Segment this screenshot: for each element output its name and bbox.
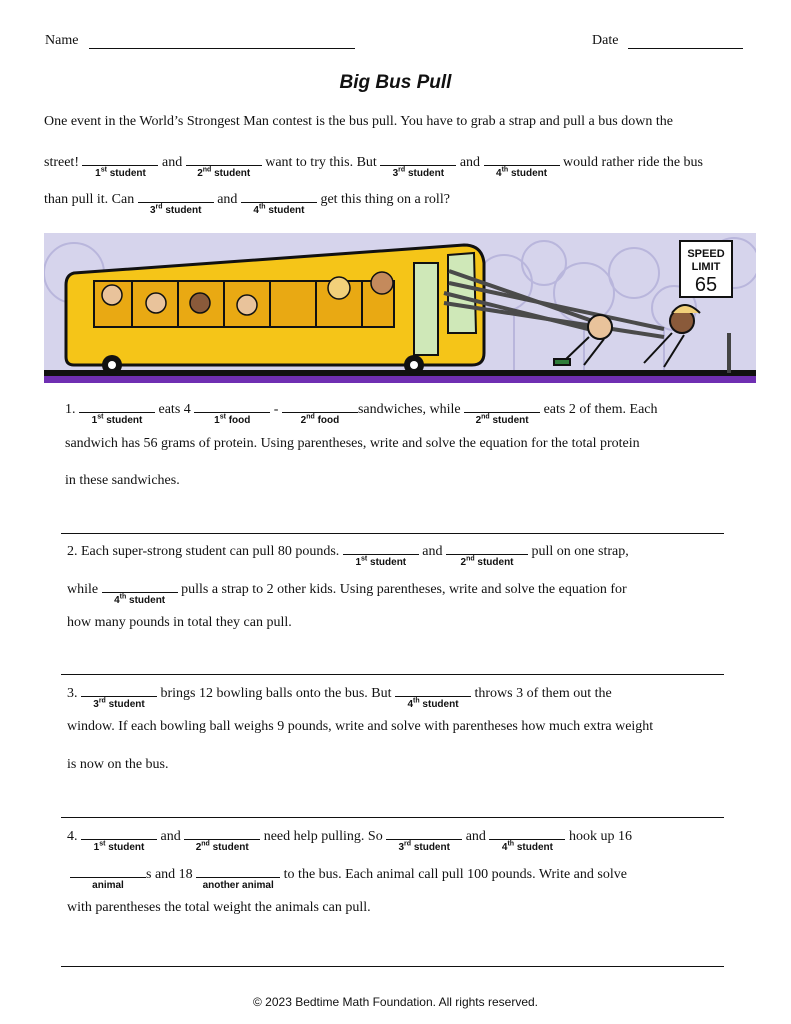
date-field[interactable] <box>628 48 743 49</box>
label-word: student <box>108 699 145 710</box>
q3-line-1 <box>67 682 612 710</box>
label-sup: th <box>413 697 420 705</box>
blank-2nd-student[interactable] <box>184 825 260 853</box>
label-num: 2 <box>460 557 467 568</box>
label-sup: nd <box>201 840 210 848</box>
intro-text: than pull it. Can <box>44 192 135 207</box>
label-num: 3 <box>149 205 156 216</box>
answer-rule <box>61 533 724 534</box>
label-word: student <box>477 557 514 568</box>
label-word: student <box>422 699 459 710</box>
q-text: to the bus. Each animal call pull 100 pounds. Write and solve <box>283 867 627 882</box>
label-num: 4 <box>501 842 508 853</box>
label-sup: rd <box>398 166 406 174</box>
blank-4th-student[interactable] <box>395 682 471 710</box>
label-word: student <box>516 842 553 853</box>
label-sup: st <box>97 413 104 421</box>
q-text: 2. Each super-strong student can pull 80 pounds. <box>67 544 340 559</box>
label-num: 1 <box>355 557 362 568</box>
label-num: 4 <box>253 205 259 216</box>
label-num: 1 <box>214 415 220 426</box>
sign-text-number: 65 <box>694 274 718 296</box>
sign-text-limit: LIMIT <box>691 261 721 273</box>
label-num: 3 <box>398 842 405 853</box>
label-sup: nd <box>481 413 490 421</box>
blank-4th-student[interactable] <box>241 188 317 216</box>
q-text: need help pulling. So <box>263 829 383 844</box>
blank-1st-student[interactable] <box>81 825 157 853</box>
q4-line-3: with parentheses the total weight the animals can pull. <box>67 900 371 915</box>
q-text: s and 18 <box>146 867 193 882</box>
label-word: food <box>317 415 340 426</box>
q-text: pulls a strap to 2 other kids. Using parentheses, write and solve the equation for <box>181 582 627 597</box>
label-num: 2 <box>197 168 203 179</box>
q-text: eats 4 <box>158 402 191 417</box>
q-number: 1. <box>65 402 76 417</box>
label-num: 1 <box>93 842 100 853</box>
label-num: 1 <box>91 415 98 426</box>
blank-1st-student[interactable] <box>79 398 155 426</box>
blank-1st-student[interactable] <box>343 540 419 568</box>
bus-pull-illustration <box>44 233 756 383</box>
label-num: 4 <box>407 699 414 710</box>
label-word: student <box>108 842 145 853</box>
q3-line-2: window. If each bowling ball weighs 9 pounds, write and solve with parentheses how much extra weight <box>67 719 654 734</box>
q-text: sandwiches, while <box>357 402 461 417</box>
intro-text: would rather ride the bus <box>563 155 704 170</box>
blank-3rd-student[interactable] <box>138 188 214 216</box>
intro-text: and <box>217 192 238 207</box>
intro-text: street! <box>44 155 79 170</box>
label-num: 4 <box>114 595 120 606</box>
blank-4th-student[interactable] <box>489 825 565 853</box>
q1-line-1 <box>65 398 658 426</box>
q1-line-3: in these sandwiches. <box>65 473 180 488</box>
blank-2nd-student[interactable] <box>186 151 262 179</box>
q-text: - <box>273 402 279 417</box>
label-num: 4 <box>496 168 502 179</box>
blank-2nd-student[interactable] <box>446 540 528 568</box>
label-sup: rd <box>404 840 412 848</box>
q-text: and <box>160 829 181 844</box>
label-sup: nd <box>306 413 315 421</box>
label-word: student <box>413 842 450 853</box>
label-sup: th <box>501 166 509 174</box>
sign-text-speed: SPEED <box>687 248 725 260</box>
answer-rule <box>61 674 724 675</box>
answer-rule <box>61 817 724 818</box>
name-field[interactable] <box>89 48 355 49</box>
page-title: Big Bus Pull <box>339 72 452 93</box>
intro-text: want to try this. But <box>265 155 377 170</box>
label-word: another animal <box>202 880 274 891</box>
label-word: student <box>370 557 407 568</box>
q2-line-1 <box>67 540 629 568</box>
blank-1st-food[interactable] <box>194 398 270 426</box>
label-word: student <box>106 415 143 426</box>
label-sup: rd <box>155 203 163 211</box>
label-sup: st <box>219 413 226 421</box>
label-word: student <box>129 595 166 606</box>
q-text: eats 2 of them. Each <box>543 402 658 417</box>
label-sup: st <box>99 840 106 848</box>
q-text: and <box>422 544 443 559</box>
copyright-footer: © 2023 Bedtime Math Foundation. All rights reserved. <box>253 995 538 1009</box>
label-sup: th <box>258 203 266 211</box>
label-num: 2 <box>475 415 482 426</box>
answer-rule <box>61 966 724 967</box>
blank-3rd-student[interactable] <box>81 682 157 710</box>
intro-line-2 <box>44 151 704 179</box>
blank-1st-student[interactable] <box>82 151 158 179</box>
label-sup: st <box>361 555 368 563</box>
q-number: 4. <box>67 829 78 844</box>
blank-another-animal[interactable] <box>196 863 280 891</box>
label-sup: nd <box>466 555 475 563</box>
blank-animal[interactable] <box>70 863 146 891</box>
label-word: student <box>492 415 529 426</box>
q2-line-3: how many pounds in total they can pull. <box>67 615 292 630</box>
label-num: 2 <box>195 842 202 853</box>
blank-4th-student[interactable] <box>484 151 560 179</box>
label-sup: th <box>507 840 515 848</box>
label-num: 3 <box>93 699 99 710</box>
q3-line-3: is now on the bus. <box>67 757 169 772</box>
blank-4th-student[interactable] <box>102 578 178 606</box>
label-word: student <box>407 168 445 179</box>
label-word: student <box>510 168 548 179</box>
intro-line-1: One event in the World’s Strongest Man contest is the bus pull. You have to grab a strap and pull a bus down the <box>44 114 673 129</box>
q2-line-2 <box>67 578 627 606</box>
label-word: student <box>268 205 305 216</box>
label-word: student <box>109 168 146 179</box>
label-num: 3 <box>392 168 399 179</box>
blank-3rd-student[interactable] <box>386 825 462 853</box>
label-sup: nd <box>202 166 212 174</box>
q-text: and <box>465 829 486 844</box>
intro-line-3 <box>44 188 450 216</box>
q4-line-2 <box>70 863 627 891</box>
label-word: food <box>228 415 251 426</box>
q-text: pull on one strap, <box>531 544 629 559</box>
q-text: brings 12 bowling balls onto the bus. But <box>160 686 392 701</box>
label-word: animal <box>92 880 124 891</box>
q-text: while <box>67 582 99 597</box>
blank-2nd-food[interactable] <box>282 398 358 426</box>
intro-text: and <box>161 155 183 170</box>
q-text: hook up 16 <box>568 829 632 844</box>
label-word: student <box>212 842 249 853</box>
blank-2nd-student[interactable] <box>464 398 540 426</box>
label-word: student <box>214 168 251 179</box>
q-text: throws 3 of them out the <box>474 686 612 701</box>
blank-3rd-student[interactable] <box>380 151 456 179</box>
label-sup: th <box>119 593 127 601</box>
label-num: 1 <box>95 168 101 179</box>
name-label: Name <box>45 33 79 48</box>
label-word: student <box>165 205 202 216</box>
intro-text: and <box>459 155 481 170</box>
intro-text: get this thing on a roll? <box>320 192 450 207</box>
q-number: 3. <box>67 686 78 701</box>
q1-line-2: sandwich has 56 grams of protein. Using parentheses, write and solve the equation for the total protein <box>65 436 640 451</box>
label-sup: st <box>100 166 107 174</box>
label-sup: rd <box>98 697 106 705</box>
label-num: 2 <box>300 415 307 426</box>
q4-line-1 <box>67 825 632 853</box>
date-label: Date <box>592 33 619 48</box>
